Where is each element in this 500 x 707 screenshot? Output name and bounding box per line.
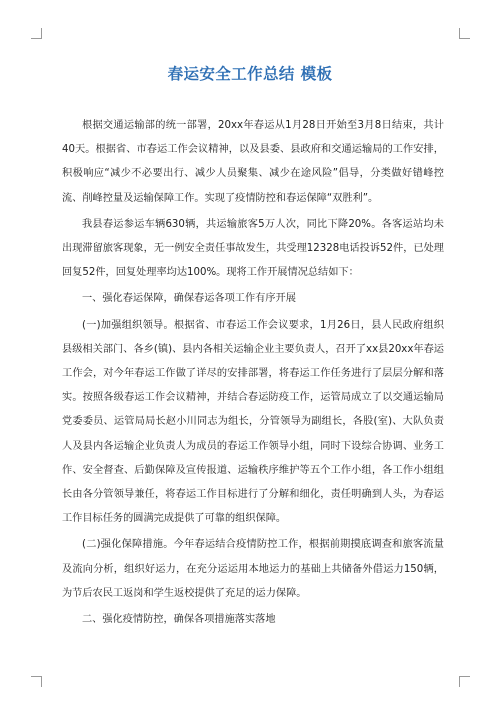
crop-mark-bottom-left [31,676,42,687]
crop-mark-top-right [459,28,470,39]
paragraph-measures: (二)强化保障措施。今年春运结合疫情防控工作，根据前期摸底调查和旅客流量及流向分析，组织好运力，在充分运运用本地运力的基础上共储备外借运力150辆，为节后农民工返岗和学生返校提供了充足的运力保障。 [62,539,444,599]
section-heading-2: 二、强化疫情防控，确保各项措施落实落地 [82,614,276,626]
document-title: 春运安全工作总结 模板 [167,65,333,83]
crop-mark-bottom-right [459,676,470,687]
paragraph-summary: 我县春运参运车辆630辆，共运输旅客5万人次，同比下降20%。各客运站均未出现滞留旅客现象，无一例安全责任事故发生，共受理12328电话投诉52件，已处理回复52件，回复处理率均达100%。现将工作开展情况总结如下： [62,218,444,279]
paragraph-organization: (一)加强组织领导。根据省、市春运工作会议要求，1月26日，县人民政府组织县级相关部门、各乡(镇)、县内各相关运输企业主要负责人，召开了xx县20xx年春运工作会，对今年春运工作做了详尽的安排部署，将春运工作任务进行了层层分解和落实。按照各级春运工作会议精神，并结合春运防疫工作，运管局成立了以交通运输局党委委员、运管局局长赵小川同志为组长，分管领导为副组长，各股(室)、大队负责人及县内各运输企业负责人为成员的春运工作领导小组，同时下设综合协调、业务工作、安全督查、后勤保障及宣传报道、运输秩序维护等五个工作小组，各工作小组组长由各分管领导兼任，将春运工作目标进行了分解和细化，责任明确到人头，为春运工作目标任务的圆满完成提供了可靠的组织保障。 [62,319,444,525]
crop-mark-top-left [31,28,42,39]
section-heading-1: 一、强化春运保障，确保春运各项工作有序开展 [82,293,296,305]
paragraph-intro: 根据交通运输部的统一部署，20xx年春运从1月28日开始至3月8日结束，共计40天。根据省、市春运工作会议精神，以及县委、县政府和交通运输局的工作安排，积极响应“减少不必要出行、减少人员聚集、减少在途风险”倡导，分类做好错峰控流、削峰控量及运输保障工作。实现了疫情防控和春运保障“双胜利”。 [62,120,444,204]
document-body [62,114,444,632]
